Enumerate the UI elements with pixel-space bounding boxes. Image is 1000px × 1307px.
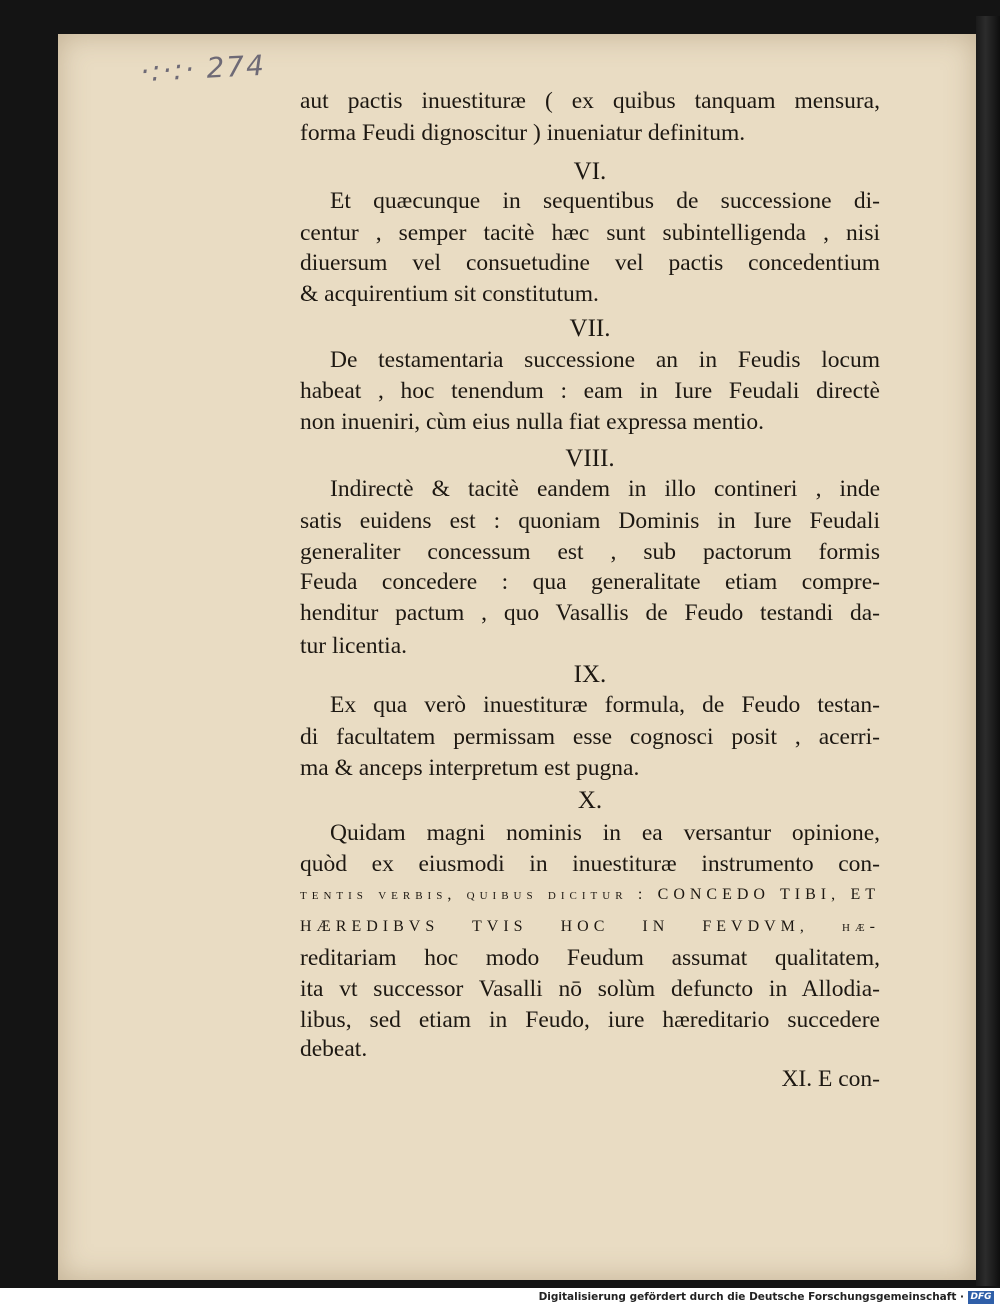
text-line: Indirectè & tacitè eandem in illo contineri , inde — [330, 476, 880, 502]
text-line: libus, sed etiam in Feudo, iure hæreditario succedere — [300, 1007, 880, 1033]
text-line: Quidam magni nominis in ea versantur opinione, — [330, 820, 880, 846]
handwritten-page-number: ·:·:· 274 — [139, 48, 267, 89]
text-line: forma Feudi dignoscitur ) inueniatur definitum. — [300, 120, 746, 146]
text-line: Et quæcunque in sequentibus de successione di- — [330, 188, 880, 214]
section-heading: IX. — [573, 661, 607, 688]
text-line: HÆREDIBVS TVIS HOC IN FEVDVM, hæ- — [300, 918, 880, 935]
footer-credit: Digitalisierung gefördert durch die Deutsche Forschungsgemeinschaft · — [538, 1291, 964, 1303]
text-line: henditur pactum , quo Vasallis de Feudo testandi da- — [300, 600, 880, 626]
text-line: Ex qua verò inuestituræ formula, de Feudo testan- — [330, 692, 880, 718]
text-line: diuersum vel consuetudine vel pactis concedentium — [300, 250, 880, 276]
text-line: aut pactis inuestituræ ( ex quibus tanquam mensura, — [300, 88, 880, 114]
section-heading: X. — [577, 787, 603, 814]
section-heading: VI. — [573, 158, 607, 185]
text-line: satis euidens est : quoniam Dominis in Iure Feudali — [300, 508, 880, 534]
text-line: quòd ex eiusmodi in inuestituræ instrumento con- — [300, 851, 880, 877]
text-line: habeat , hoc tenendum : eam in Iure Feudali directè — [300, 378, 880, 404]
text-line: tur licentia. — [300, 633, 408, 659]
section-heading: VII. — [569, 315, 611, 342]
text-line: ita vt successor Vasalli nō solùm defuncto in Allodia- — [300, 976, 880, 1002]
text-line: non inueniri, cùm eius nulla fiat expressa mentio. — [300, 409, 765, 435]
text-line: & acquirentium sit constitutum. — [300, 281, 599, 307]
text-line: di facultatem permissam esse cognosci posit , acerri- — [300, 724, 880, 750]
text-line: tentis verbis, quibus dicitur : CONCEDO TIBI, ET — [300, 886, 880, 903]
text-line: Feuda concedere : qua generalitate etiam compre- — [300, 569, 880, 595]
section-heading: VIII. — [565, 445, 615, 472]
digitization-footer — [0, 1288, 1000, 1307]
text-line: generaliter concessum est , sub pactorum formis — [300, 539, 880, 565]
book-edge — [976, 16, 1000, 1286]
text-line: debeat. — [300, 1036, 368, 1062]
text-line: ma & anceps interpretum est pugna. — [300, 755, 640, 781]
catchword: XI. E con- — [781, 1066, 880, 1092]
text-line: De testamentaria successione an in Feudis locum — [330, 347, 880, 373]
text-line: reditariam hoc modo Feudum assumat qualitatem, — [300, 945, 880, 971]
dfg-logo-icon: DFG — [968, 1291, 994, 1304]
text-line: centur , semper tacitè hæc sunt subintelligenda , nisi — [300, 220, 880, 246]
